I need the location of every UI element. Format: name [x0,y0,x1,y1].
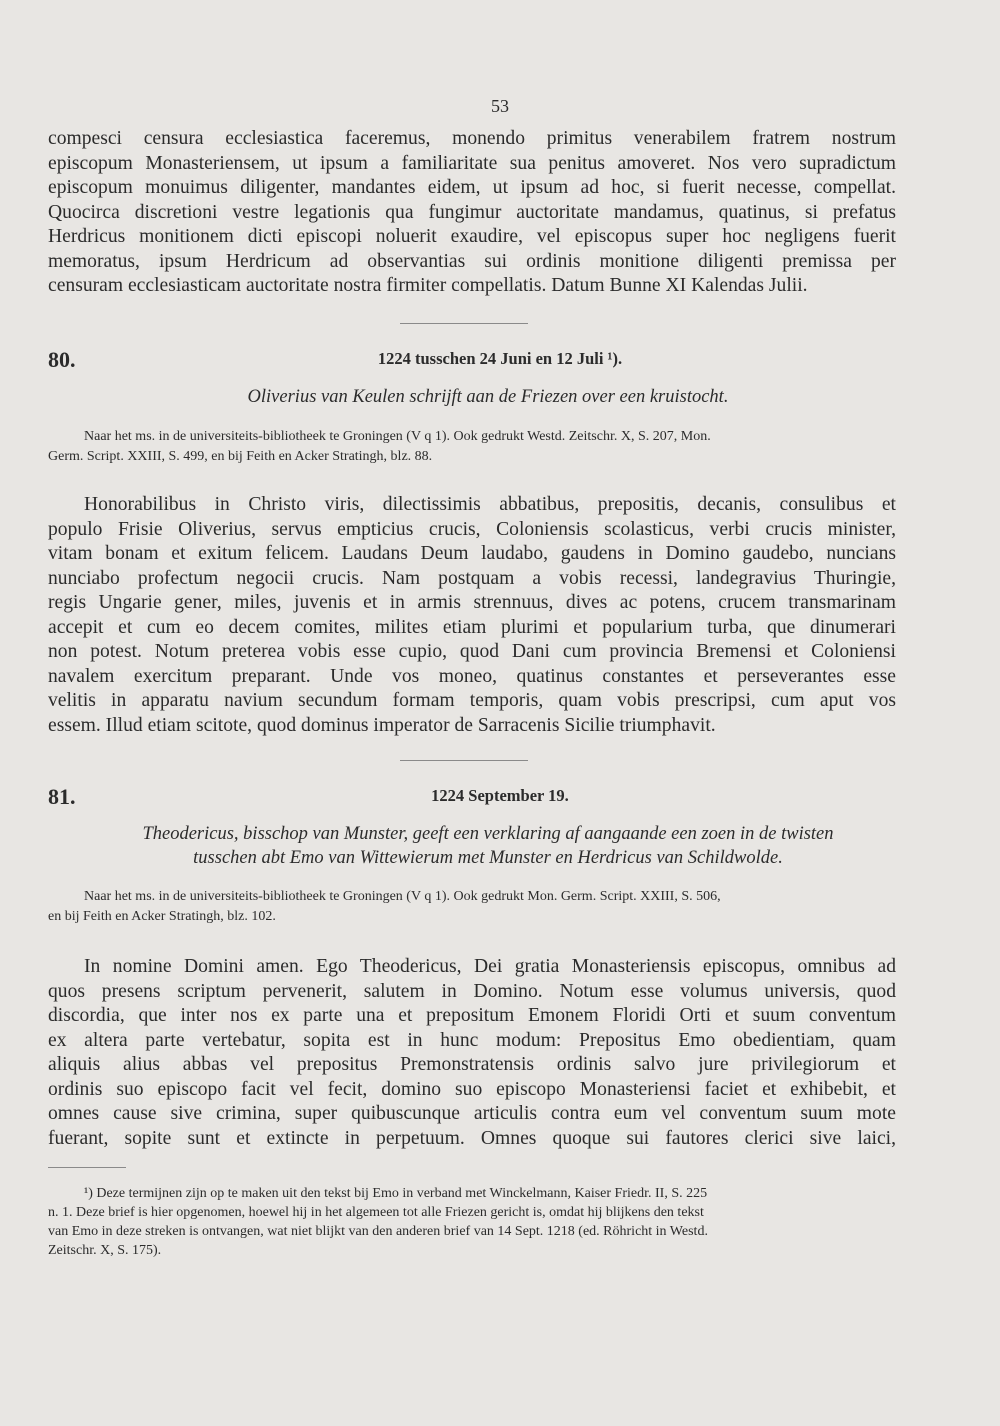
source-note-80 [48,427,896,466]
document-date-81: 1224 September 19. [431,786,569,805]
text-line: Herdricus monitionem dicti episcopi noluerit exaudire, vel episcopus super hoc negligens fuerit [48,226,896,247]
source-line: en bij Feith en Acker Stratingh, blz. 102. [48,908,276,924]
source-line: Germ. Script. XXIII, S. 499, en bij Feith en Acker Stratingh, blz. 88. [48,448,433,464]
text-line: Quocirca discretioni vestre legationis qua fungimur auctoritate mandamus, quatinus, si prefatus [48,201,896,223]
text-line: navalem exercitum preparant. Unde vos moneo, quatinus constantes et perseverantes esse [48,665,896,687]
source-line: Naar het ms. in de universiteits-bibliotheek te Groningen (V q 1). Ook gedrukt Westd. Zeitschr. X, S. 207, Mon. [84,429,711,444]
section-divider [400,323,528,324]
document-body-80 [48,493,896,738]
text-line: regis Ungarie gener, miles, juvenis et in armis strennuus, dives ac potens, crucem transmarinam [48,592,896,613]
text-line: ex altera parte vertebatur, sopita est in hunc modum: Prepositus Emo obedientiam, quam [48,1029,896,1051]
text-line: compesci censura ecclesiastica faceremus, monendo primitus venerabilem fratrem nostrum [48,128,896,149]
text-line: In nomine Domini amen. Ego Theodericus, Dei gratia Monasteriensis episcopus, omnibus ad [84,956,896,977]
text-line: non potest. Notum preterea vobis esse cupio, quod Dani cum provincia Bremensi et Coloniensi [48,641,896,662]
document-date-80: 1224 tusschen 24 Juni en 12 Juli ¹). [377,349,623,368]
text-line: populo Frisie Oliverius, servus empticius crucis, Coloniensis scolasticus, verbi crucis minister, [48,518,896,540]
text-line: Honorabilibus in Christo viris, dilectissimis abbatibus, prepositis, decanis, consulibus et [84,494,896,515]
text-line: censuram ecclesiasticam auctoritate nostra firmiter compellatis. Datum Bunne XI Kalendas Julii. [48,275,808,296]
document-summary-81 [48,822,928,870]
page-number: 53 [491,96,509,116]
text-line: ordinis suo episcopo facit vel fecit, domino suo episcopo Monasteriensi faciet et exhibebit, et [48,1078,896,1100]
text-line: discordia, que inter nos ex parte una et prepositum Emonem Floridi Orti et suum conventum [48,1005,896,1026]
summary-line: tusschen abt Emo van Wittewierum met Munster en Herdricus van Schildwolde. [193,848,783,868]
document-number-81: 81. [48,784,76,809]
text-line: accepit et cum eo decem comites, milites etiam plurimi et popularium turba, que dinumerari [48,616,896,638]
source-note-81 [48,887,896,926]
document-summary-80: Oliverius van Keulen schrijft aan de Friezen over een kruistocht. [247,387,729,407]
footnote-line: ¹) Deze termijnen zijn op te maken uit den tekst bij Emo in verband met Winckelmann, Kaiser Friedr. II, S. 225 [84,1186,708,1201]
text-line: essem. Illud etiam scitote, quod dominus imperator de Sarracenis Sicilie triumphavit. [48,714,716,736]
text-line: omnes cause sive crimina, super quibuscunque articulis contra eum vel conventum suum mote [48,1103,896,1124]
text-line: velitis in apparatu navium secundum formam temporis, quam vobis prescripsi, cum aput vos [48,690,896,711]
text-line: nunciabo profectum negocii crucis. Nam postquam a vobis recessi, landegravius Thuringie, [48,567,896,589]
text-line: episcopum monuimus diligenter, mandantes eidem, ut ipsum ad hoc, si fuerit necesse, compellat. [48,177,896,198]
text-line: episcopum Monasteriensem, ut ipsum a familiaritate sua penitus amoveret. Nos vero supradictum [48,152,896,174]
footnote-divider [48,1167,126,1168]
footnote [48,1184,896,1260]
section-divider [400,760,528,761]
text-line: aliquis alius abbas vel prepositus Premonstratensis ordinis salvo jure privilegiorum et [48,1054,896,1075]
text-line: quos presens scriptum pervenerit, salutem in Domino. Notum esse volumus universis, quod [48,980,896,1002]
continuation-paragraph [48,127,896,299]
source-line: Naar het ms. in de universiteits-bibliotheek te Groningen (V q 1). Ook gedrukt Mon. Germ. Script. XXIII, S. 506, [84,889,721,904]
document-body-81 [48,955,896,1151]
summary-line: Theodericus, bisschop van Munster, geeft een verklaring af aangaande een zoen in de twisten [142,824,834,844]
text-line: fuerant, sopite sunt et extincte in perpetuum. Omnes quoque sui fautores clerici sive laici, [48,1127,896,1149]
text-line: vitam bonam et exitum felicem. Laudans Deum laudabo, gaudens in Domino gaudebo, nuncians [48,543,896,564]
footnote-line: Zeitschr. X, S. 175). [48,1243,162,1258]
text-line: memoratus, ipsum Herdricum ad observantias sui ordinis monitione diligenti premissa per [48,250,896,272]
footnote-line: n. 1. Deze brief is hier opgenomen, hoewel hij in het algemeen tot alle Friezen gericht is, omdat hij blijkens den tekst [48,1205,704,1220]
footnote-line: van Emo in deze streken is ontvangen, wat niet blijkt van den anderen brief van 14 Sept. 1218 (ed. Röhricht in Westd. [48,1224,708,1239]
document-number-80: 80. [48,347,76,372]
